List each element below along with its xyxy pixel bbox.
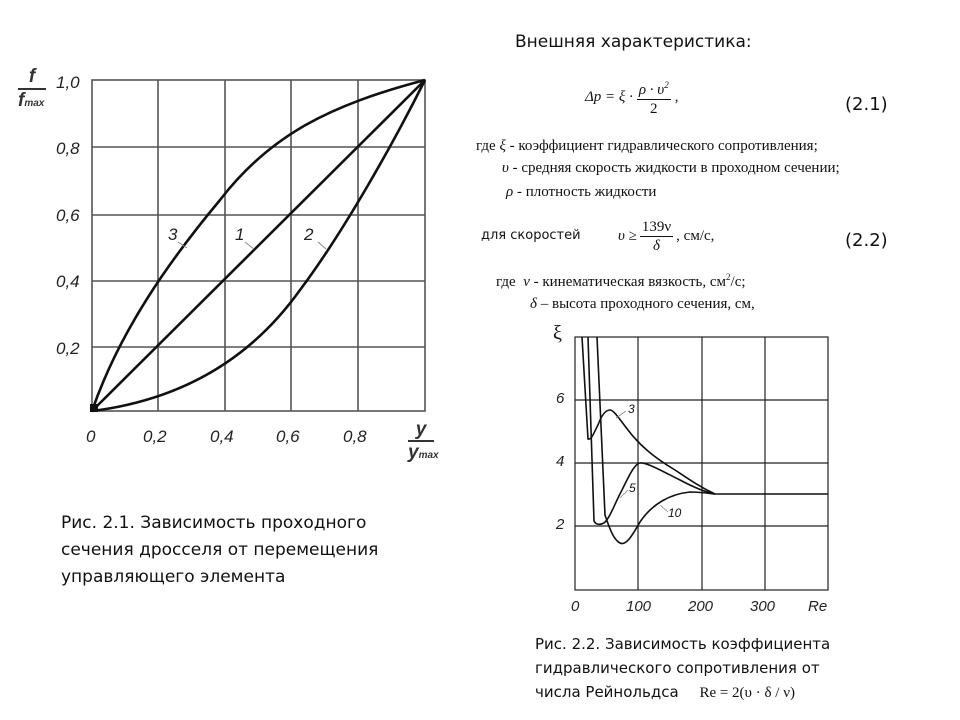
chart2-ytick: 2 xyxy=(556,516,565,533)
chart1-ytick: 0,2 xyxy=(56,339,80,358)
section-title: Внешняя характеристика: xyxy=(515,32,752,52)
chart1-ylabel: f fmax xyxy=(18,66,45,111)
chart1-xtick: 0,8 xyxy=(343,427,367,446)
chart2-ytick: 6 xyxy=(556,390,565,407)
chart2-xtick: 100 xyxy=(626,598,652,615)
chart1-curve-label: 2 xyxy=(304,225,314,244)
figure-1-caption: Рис. 2.1. Зависимость проходного сечения дросселя от перемещения управляющего элемента xyxy=(61,513,379,587)
chart1-curve-label: 3 xyxy=(168,225,178,244)
chart1-xtick: 0,6 xyxy=(276,427,300,446)
chart1-ytick: 0,6 xyxy=(56,206,80,225)
equation-label: для скоростей xyxy=(481,228,581,243)
chart1-xtick: 0,2 xyxy=(143,427,167,446)
equation-lhs: υ ≥ xyxy=(618,228,637,244)
chart2-xtick: 0 xyxy=(571,598,580,615)
chart2-grid xyxy=(575,337,828,590)
chart1-xtick: 0,4 xyxy=(210,427,234,446)
chart2-curve-label: 5 xyxy=(629,481,636,495)
definition-height: δ – высота проходного сечения, см, xyxy=(530,296,755,312)
fraction-denominator: 2 xyxy=(650,101,658,117)
chart2-curve-5 xyxy=(588,337,715,524)
fraction-numerator: 139ν xyxy=(641,219,672,235)
chart1-ytick: 1,0 xyxy=(56,73,80,92)
chart1-xtick: 0 xyxy=(86,427,96,446)
chart1-ytick: 0,8 xyxy=(56,139,80,158)
chart1-curve-label: 1 xyxy=(235,225,245,244)
fraction-numerator: $\rho \cdot \upsilon^2$ xyxy=(637,76,671,100)
definition-velocity: υ - средняя скорость жидкости в проходном сечении; xyxy=(502,160,840,176)
chart1-curve-1 xyxy=(92,80,425,411)
chart2-xlabel: Re xyxy=(808,598,828,615)
definition-viscosity: где ν - кинематическая вязкость, $см^2/с$; xyxy=(496,272,746,290)
chart2-ylabel: ξ xyxy=(553,322,562,344)
chart2-curve-10 xyxy=(597,337,715,544)
equation-number-2-2: (2.2) xyxy=(845,230,888,251)
chart2-xtick: 300 xyxy=(750,598,776,615)
equation-lhs: Δp = ξ · xyxy=(585,88,633,105)
definition-xi: где ξ - коэффициент гидравлического сопротивления; xyxy=(476,138,818,154)
equation-trail: , см/с, xyxy=(676,228,715,244)
chart2-curve-label: 10 xyxy=(668,506,682,520)
figure-2-caption: Рис. 2.2. Зависимость коэффициента гидравлического сопротивления от числа Рейнольдса Re = 2(υ · δ / ν) xyxy=(535,635,831,701)
chart2-xtick: 200 xyxy=(688,598,714,615)
chart2-curve-label: 3 xyxy=(628,402,635,416)
equation-trail: , xyxy=(674,88,679,105)
definition-density: ρ - плотность жидкости xyxy=(506,184,657,200)
chart1-ytick: 0,4 xyxy=(56,272,80,291)
chart1-xlabel: y ymax xyxy=(408,419,439,463)
equation-number-2-1: (2.1) xyxy=(845,94,888,115)
chart2-ytick: 4 xyxy=(556,453,565,470)
fraction-denominator: δ xyxy=(653,238,661,254)
reynolds-formula: Re = 2(υ · δ / ν) xyxy=(699,685,795,701)
